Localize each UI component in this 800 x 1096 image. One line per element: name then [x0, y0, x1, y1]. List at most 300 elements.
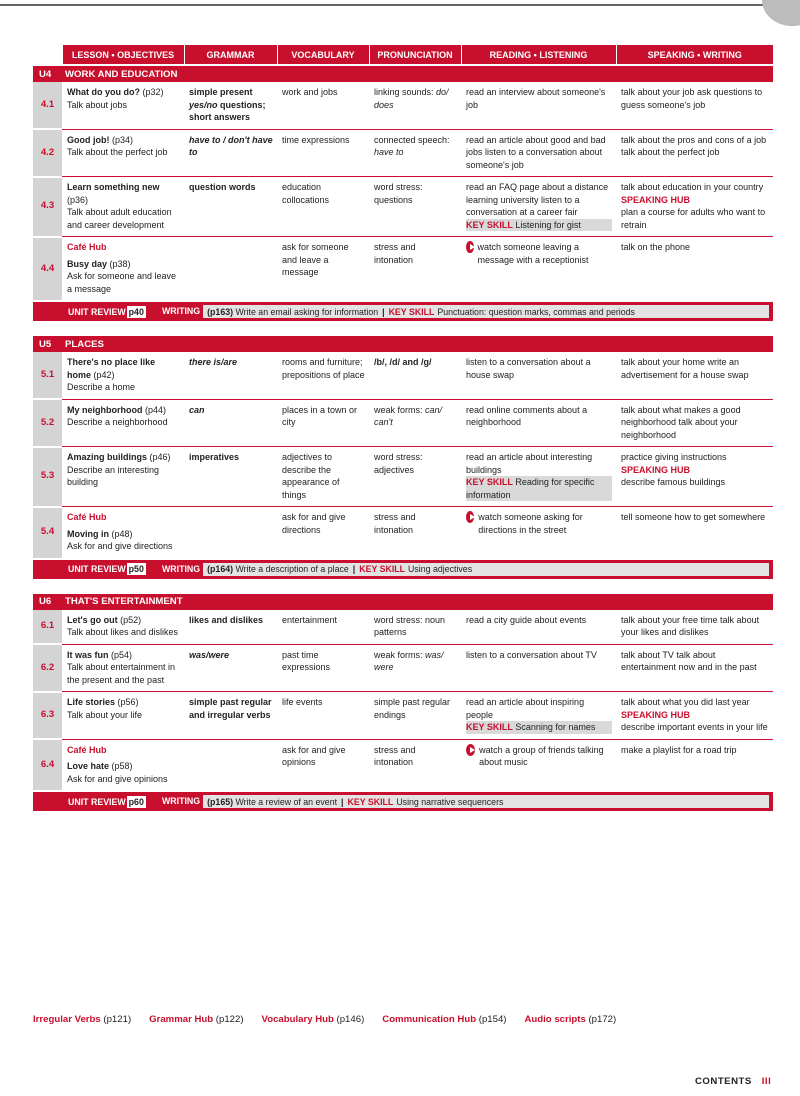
- writing-page: (p163): [207, 306, 234, 317]
- lesson-row[interactable]: [33, 82, 773, 129]
- vocabulary-text: ask for and give directions: [282, 512, 346, 535]
- reading-listening-cell: [461, 237, 616, 302]
- lesson-page: (p56): [117, 697, 139, 707]
- unit-spacer: [33, 321, 773, 335]
- grammar-cell: [184, 352, 277, 399]
- lesson-number: 6.1: [33, 610, 62, 645]
- key-skill-label: KEY SKILL: [466, 722, 513, 732]
- spacer-cell: [33, 321, 773, 335]
- grammar-text: questions; short answers: [189, 99, 266, 122]
- unit-review-page: p50: [128, 564, 144, 574]
- video-line: [466, 241, 612, 266]
- grammar-text: yes/no: [189, 99, 218, 110]
- speaking-writing-cell: [616, 352, 773, 399]
- unit-title: PLACES: [65, 338, 104, 350]
- lesson-page: (p34): [112, 134, 134, 145]
- lesson-number: 4.4: [33, 237, 62, 302]
- lesson-title[interactable]: Moving in: [67, 528, 109, 539]
- speaking-writing-cell: [616, 399, 773, 447]
- top-rule: [0, 4, 772, 6]
- speaking-text: talk about TV talk about entertainment now and in the past: [621, 649, 757, 672]
- speaking-writing-cell: [616, 177, 773, 237]
- lesson-title[interactable]: It was fun: [67, 649, 109, 660]
- unit-header: [33, 593, 773, 610]
- speaking-hub-label: SPEAKING HUB: [621, 194, 691, 205]
- pronunciation-text: do/ does: [374, 87, 449, 110]
- vocabulary-cell: [277, 129, 369, 177]
- unit-review-link[interactable]: [33, 563, 155, 575]
- lesson-objectives-cell: [62, 739, 184, 791]
- reading-text: read an FAQ page about a distance learning university listen to a conversation at a career fair: [466, 182, 609, 217]
- lesson-objectives-cell: [62, 399, 184, 447]
- unit-header: [33, 65, 773, 82]
- lesson-row[interactable]: [33, 399, 773, 447]
- pronunciation-text: simple past regular endings: [374, 697, 451, 720]
- footer-links: [33, 1014, 616, 1025]
- pronunciation-cell: [369, 352, 461, 399]
- writing-page: (p164): [207, 564, 234, 574]
- pronunciation-text: word stress: questions: [374, 182, 423, 205]
- footer-link[interactable]: [524, 1014, 616, 1025]
- lesson-title[interactable]: Good job!: [67, 134, 110, 145]
- pronunciation-cell: [369, 237, 461, 302]
- grammar-text: was/were: [189, 649, 230, 660]
- reading-text: watch a group of friends talking about music: [479, 744, 604, 767]
- lesson-objective: Talk about likes and dislikes: [67, 627, 179, 637]
- footer-link-label: Irregular Verbs: [33, 1014, 101, 1025]
- grammar-text: likes and dislikes: [189, 614, 264, 625]
- cafe-hub-label: Café Hub: [67, 242, 107, 252]
- key-skill-text: Using adjectives: [408, 564, 473, 574]
- footer-link[interactable]: [33, 1014, 131, 1025]
- key-skill-label: KEY SKILL: [466, 477, 513, 487]
- grammar-cell: [184, 507, 277, 559]
- speaking-text: practice giving instructions: [621, 452, 727, 462]
- pronunciation-cell: [369, 399, 461, 447]
- unit-spacer: [33, 579, 773, 593]
- unit-review-bar: [33, 560, 773, 579]
- key-skill-text: Using narrative sequencers: [396, 796, 504, 807]
- reading-text: listen to a conversation about a house swap: [466, 357, 591, 380]
- speaking-writing-cell: [616, 129, 773, 177]
- key-skill-text: Punctuation: question marks, commas and periods: [437, 306, 635, 317]
- reading-text: read a city guide about events: [466, 614, 587, 625]
- lesson-page: (p58): [111, 761, 133, 771]
- lesson-page: (p52): [120, 614, 142, 625]
- lesson-objectives-cell: [62, 237, 184, 302]
- key-skill-label: KEY SKILL: [359, 564, 406, 574]
- lesson-objectives-cell: [62, 692, 184, 740]
- writing-page: (p165): [207, 796, 234, 807]
- grammar-text: simple past regular and irregular verbs: [189, 697, 272, 720]
- reading-text: watch someone leaving a message with a receptionist: [477, 242, 589, 265]
- lesson-objective: Talk about entertainment in the present and the past: [67, 662, 176, 685]
- reading-listening-cell: [461, 739, 616, 791]
- writing-label: WRITING: [159, 563, 203, 576]
- key-skill-text: Listening for gist: [515, 219, 581, 230]
- speaking-text: talk about what you did last year: [621, 697, 750, 707]
- separator: |: [382, 306, 385, 317]
- header-grammar: GRAMMAR: [184, 45, 277, 65]
- pronunciation-cell: [369, 129, 461, 177]
- reading-text: listen to a conversation about TV: [466, 649, 597, 660]
- speaking-writing-cell: [616, 82, 773, 129]
- writing-strip: [159, 795, 769, 808]
- lesson-number: 4.2: [33, 129, 62, 177]
- lesson-number: 5.1: [33, 352, 62, 399]
- lesson-page: (p42): [93, 369, 115, 380]
- reading-listening-cell: [461, 177, 616, 237]
- contents-label: CONTENTS: [695, 1076, 752, 1087]
- unit-header-cell: [33, 65, 773, 82]
- grammar-cell: [184, 82, 277, 129]
- grammar-cell: [184, 129, 277, 177]
- separator: |: [341, 796, 344, 807]
- page-curl-corner: [762, 0, 800, 26]
- footer-link-label: Vocabulary Hub: [261, 1014, 334, 1025]
- speaking-text: talk about what makes a good neighborhood talk about your neighborhood: [621, 404, 741, 440]
- play-video-icon[interactable]: [466, 241, 474, 253]
- header-row: [33, 45, 773, 65]
- unit-code: U5: [39, 338, 52, 350]
- pronunciation-cell: [369, 82, 461, 129]
- speaking-writing-cell: [616, 237, 773, 302]
- reading-text: read an article about good and bad jobs listen to a conversation about someone's job: [466, 134, 606, 170]
- pronunciation-cell: [369, 644, 461, 692]
- pronunciation-text: stress and intonation: [374, 242, 416, 265]
- lesson-page: (p32): [142, 87, 164, 97]
- lesson-title[interactable]: What do you do?: [67, 87, 140, 97]
- pronunciation-text: weak forms:: [374, 649, 426, 660]
- lesson-row[interactable]: [33, 237, 773, 302]
- reading-listening-cell: [461, 399, 616, 447]
- reading-text: read online comments about a neighborhood: [466, 404, 588, 427]
- lesson-number: 5.3: [33, 447, 62, 507]
- cafe-hub-label: Café Hub: [67, 512, 107, 522]
- vocabulary-text: life events: [282, 697, 323, 707]
- pronunciation-cell: [369, 447, 461, 507]
- vocabulary-cell: [277, 507, 369, 559]
- lesson-objectives-cell: [62, 352, 184, 399]
- contents-table-wrapper: [33, 45, 773, 811]
- footer-link-page: (p146): [336, 1014, 365, 1025]
- lesson-row[interactable]: [33, 447, 773, 507]
- lesson-page: (p46): [149, 452, 171, 462]
- lesson-row[interactable]: [33, 129, 773, 177]
- speaking-hub-text: plan a course for adults who want to retrain: [621, 207, 766, 230]
- speaking-text: talk about your home write an advertisement for a house swap: [621, 357, 749, 380]
- lesson-title[interactable]: Amazing buildings: [67, 452, 147, 462]
- footer-link[interactable]: [149, 1014, 243, 1025]
- lesson-objectives-cell: [62, 610, 184, 645]
- lesson-objectives-cell: [62, 447, 184, 507]
- reading-text: watch someone asking for directions in the street: [478, 512, 583, 535]
- vocabulary-cell: [277, 177, 369, 237]
- lesson-row[interactable]: [33, 644, 773, 692]
- lesson-objective: Talk about the perfect job: [67, 147, 168, 157]
- key-skill-label: KEY SKILL: [388, 306, 435, 317]
- writing-strip: [159, 563, 769, 576]
- grammar-text: question words: [189, 182, 256, 192]
- unit-review-cell: [33, 791, 773, 811]
- lesson-page: (p36): [67, 194, 89, 205]
- unit-title: THAT'S ENTERTAINMENT: [65, 596, 183, 607]
- lesson-objective: Talk about your life: [67, 709, 143, 720]
- contents-body: [33, 65, 773, 811]
- reading-listening-cell: [461, 644, 616, 692]
- vocabulary-text: places in a town or city: [282, 404, 358, 427]
- vocabulary-text: rooms and furniture; prepositions of place: [282, 357, 365, 380]
- lesson-page: (p44): [145, 404, 167, 415]
- lesson-row[interactable]: [33, 507, 773, 559]
- speaking-writing-cell: [616, 692, 773, 740]
- unit-review-row: [33, 791, 773, 811]
- lesson-objective: Describe a home: [67, 382, 136, 392]
- reading-listening-cell: [461, 610, 616, 645]
- vocabulary-cell: [277, 82, 369, 129]
- unit-review-link[interactable]: [33, 306, 155, 318]
- pronunciation-text: was/ were: [374, 649, 444, 672]
- grammar-cell: [184, 177, 277, 237]
- lesson-number: 6.2: [33, 644, 62, 692]
- speaking-text: talk about your job ask questions to guess someone's job: [621, 87, 763, 110]
- lesson-objectives-cell: [62, 644, 184, 692]
- footer-link-label: Grammar Hub: [149, 1014, 214, 1025]
- speaking-hub-label: SPEAKING HUB: [621, 709, 691, 720]
- video-line: [466, 744, 612, 769]
- unit-review-row: [33, 301, 773, 321]
- video-line: [466, 511, 612, 536]
- speaking-writing-cell: [616, 610, 773, 645]
- lesson-objective: Ask for someone and leave a message: [67, 271, 177, 294]
- unit-header-cell: [33, 593, 773, 610]
- footer-link-page: (p172): [588, 1014, 617, 1025]
- pronunciation-text: word stress: noun patterns: [374, 614, 446, 637]
- pronunciation-text: word stress: adjectives: [374, 452, 423, 475]
- page-number: III: [761, 1076, 772, 1087]
- play-video-icon[interactable]: [466, 511, 474, 523]
- vocabulary-text: ask for and give opinions: [282, 744, 346, 767]
- pronunciation-text: stress and intonation: [374, 512, 416, 535]
- vocabulary-text: time expressions: [282, 134, 350, 145]
- unit-review-row: [33, 559, 773, 579]
- grammar-text: have to / don't have to: [189, 134, 273, 157]
- pronunciation-text: can/ can't: [374, 404, 443, 427]
- vocabulary-cell: [277, 610, 369, 645]
- lesson-page: (p38): [109, 258, 131, 269]
- pronunciation-text: linking sounds:: [374, 87, 437, 97]
- speaking-hub-text: describe important events in your life: [621, 722, 768, 732]
- vocabulary-cell: [277, 237, 369, 302]
- vocabulary-text: adjectives to describe the appearance of things: [282, 452, 340, 500]
- header-vocabulary: VOCABULARY: [277, 45, 369, 65]
- reading-listening-cell: [461, 129, 616, 177]
- header-speaking: SPEAKING • WRITING: [616, 45, 773, 65]
- lesson-title[interactable]: Let's go out: [67, 614, 118, 625]
- footer-link[interactable]: [382, 1014, 506, 1025]
- writing-strip: [159, 305, 769, 318]
- reading-listening-cell: [461, 82, 616, 129]
- lesson-row[interactable]: [33, 177, 773, 237]
- pronunciation-text: stress and intonation: [374, 744, 416, 767]
- writing-task: Write a description of a place: [235, 564, 349, 574]
- reading-text: read an article about inspiring people: [466, 697, 585, 720]
- reading-text: read an article about interesting buildings: [466, 452, 593, 475]
- pronunciation-cell: [369, 177, 461, 237]
- lesson-title[interactable]: Life stories: [67, 697, 116, 707]
- header-blank: [33, 45, 62, 65]
- pronunciation-text: /b/, /d/ and /g/: [374, 357, 432, 367]
- lesson-page: (p48): [111, 528, 133, 539]
- grammar-cell: [184, 610, 277, 645]
- key-skill-box: [466, 721, 612, 734]
- vocabulary-text: past time expressions: [282, 649, 331, 672]
- lesson-objective: Talk about jobs: [67, 99, 128, 110]
- footer-link-label: Communication Hub: [382, 1014, 477, 1025]
- footer-link-page: (p122): [215, 1014, 244, 1025]
- vocabulary-cell: [277, 644, 369, 692]
- unit-review-cell: [33, 559, 773, 579]
- lesson-number: 4.1: [33, 82, 62, 129]
- lesson-page: (p54): [111, 649, 133, 660]
- footer-link-page: (p154): [478, 1014, 507, 1025]
- writing-label: WRITING: [159, 795, 203, 808]
- unit-review-bar: [33, 792, 773, 811]
- unit-header: [33, 335, 773, 352]
- speaking-writing-cell: [616, 447, 773, 507]
- footer-link-page: (p121): [103, 1014, 132, 1025]
- footer-link[interactable]: [262, 1014, 365, 1025]
- header-lesson: LESSON • OBJECTIVES: [62, 45, 184, 65]
- reading-listening-cell: [461, 692, 616, 740]
- unit-review-label: UNIT REVIEW: [68, 306, 126, 317]
- lesson-objective: Describe a neighborhood: [67, 417, 168, 427]
- lesson-objective: Ask for and give opinions: [67, 773, 168, 784]
- vocabulary-text: ask for someone and leave a message: [282, 242, 349, 277]
- speaking-text: tell someone how to get somewhere: [621, 512, 766, 522]
- lesson-title[interactable]: There's no place like home: [67, 357, 156, 380]
- lesson-title[interactable]: Love hate: [67, 761, 110, 771]
- vocabulary-text: work and jobs: [282, 87, 338, 97]
- unit-review-label: UNIT REVIEW: [68, 796, 126, 807]
- grammar-text: there is/are: [189, 357, 238, 367]
- speaking-writing-cell: [616, 507, 773, 559]
- pronunciation-cell: [369, 610, 461, 645]
- key-skill-box: [466, 476, 612, 501]
- grammar-text: simple present: [189, 87, 253, 97]
- pronunciation-cell: [369, 692, 461, 740]
- reading-text: read an interview about someone's job: [466, 87, 606, 110]
- vocabulary-text: entertainment: [282, 614, 338, 625]
- unit-code: U4: [39, 68, 52, 80]
- lesson-objectives-cell: [62, 507, 184, 559]
- grammar-text: imperatives: [189, 452, 240, 462]
- header-reading: READING • LISTENING: [461, 45, 616, 65]
- speaking-hub-text: describe famous buildings: [621, 477, 726, 487]
- lesson-row[interactable]: [33, 610, 773, 645]
- reading-listening-cell: [461, 352, 616, 399]
- unit-review-page: p40: [128, 306, 144, 317]
- grammar-cell: [184, 644, 277, 692]
- lesson-row[interactable]: [33, 692, 773, 740]
- reading-listening-cell: [461, 447, 616, 507]
- unit-code: U6: [39, 596, 52, 607]
- unit-header-cell: [33, 335, 773, 352]
- lesson-objective: Describe an interesting building: [67, 464, 160, 487]
- play-video-icon[interactable]: [466, 744, 475, 756]
- reading-listening-cell: [461, 507, 616, 559]
- grammar-text: can: [189, 404, 205, 415]
- lesson-objective: Talk about adult education and career development: [67, 207, 172, 230]
- lesson-objectives-cell: [62, 129, 184, 177]
- lesson-objective: Ask for and give directions: [67, 541, 173, 551]
- speaking-hub-label: SPEAKING HUB: [621, 464, 691, 475]
- pronunciation-cell: [369, 507, 461, 559]
- lesson-number: 5.2: [33, 399, 62, 447]
- speaking-writing-cell: [616, 739, 773, 791]
- key-skill-text: Scanning for names: [515, 722, 596, 732]
- key-skill-text: Reading for specific information: [466, 477, 595, 500]
- grammar-cell: [184, 739, 277, 791]
- vocabulary-cell: [277, 399, 369, 447]
- pronunciation-cell: [369, 739, 461, 791]
- lesson-objectives-cell: [62, 82, 184, 129]
- lesson-objectives-cell: [62, 177, 184, 237]
- grammar-cell: [184, 237, 277, 302]
- lesson-title[interactable]: My neighborhood: [67, 404, 143, 415]
- speaking-text: talk about your free time talk about your likes and dislikes: [621, 614, 760, 637]
- lesson-number: 6.4: [33, 739, 62, 791]
- unit-review-bar: [33, 302, 773, 321]
- vocabulary-cell: [277, 739, 369, 791]
- writing-task: Write an email asking for information: [235, 306, 379, 317]
- lesson-row[interactable]: [33, 352, 773, 399]
- vocabulary-text: education collocations: [282, 182, 330, 205]
- page-footer: [695, 1076, 771, 1087]
- lesson-number: 6.3: [33, 692, 62, 740]
- key-skill-label: KEY SKILL: [347, 796, 394, 807]
- footer-link-label: Audio scripts: [524, 1014, 586, 1025]
- lesson-title[interactable]: Busy day: [67, 258, 108, 269]
- lesson-row[interactable]: [33, 739, 773, 791]
- grammar-cell: [184, 692, 277, 740]
- unit-title: WORK AND EDUCATION: [65, 68, 178, 80]
- separator: |: [352, 564, 356, 574]
- unit-review-label: UNIT REVIEW: [68, 564, 126, 574]
- writing-task: Write a review of an event: [235, 796, 338, 807]
- pronunciation-text: weak forms:: [374, 404, 426, 415]
- speaking-text: make a playlist for a road trip: [621, 744, 737, 755]
- cafe-hub-label: Café Hub: [67, 744, 107, 755]
- pronunciation-text: connected speech:: [374, 134, 450, 145]
- lesson-number: 4.3: [33, 177, 62, 237]
- lesson-number: 5.4: [33, 507, 62, 559]
- key-skill-box: [466, 219, 612, 232]
- speaking-writing-cell: [616, 644, 773, 692]
- unit-review-link[interactable]: [33, 796, 155, 808]
- speaking-text: talk about education in your country: [621, 182, 764, 192]
- pronunciation-text: have to: [374, 147, 404, 157]
- vocabulary-cell: [277, 447, 369, 507]
- key-skill-label: KEY SKILL: [466, 219, 513, 230]
- vocabulary-cell: [277, 692, 369, 740]
- lesson-title[interactable]: Learn something new: [67, 182, 160, 192]
- contents-table: [33, 45, 773, 811]
- header-pronunciation: PRONUNCIATION: [369, 45, 461, 65]
- speaking-text: talk on the phone: [621, 242, 691, 252]
- unit-review-cell: [33, 301, 773, 321]
- grammar-cell: [184, 399, 277, 447]
